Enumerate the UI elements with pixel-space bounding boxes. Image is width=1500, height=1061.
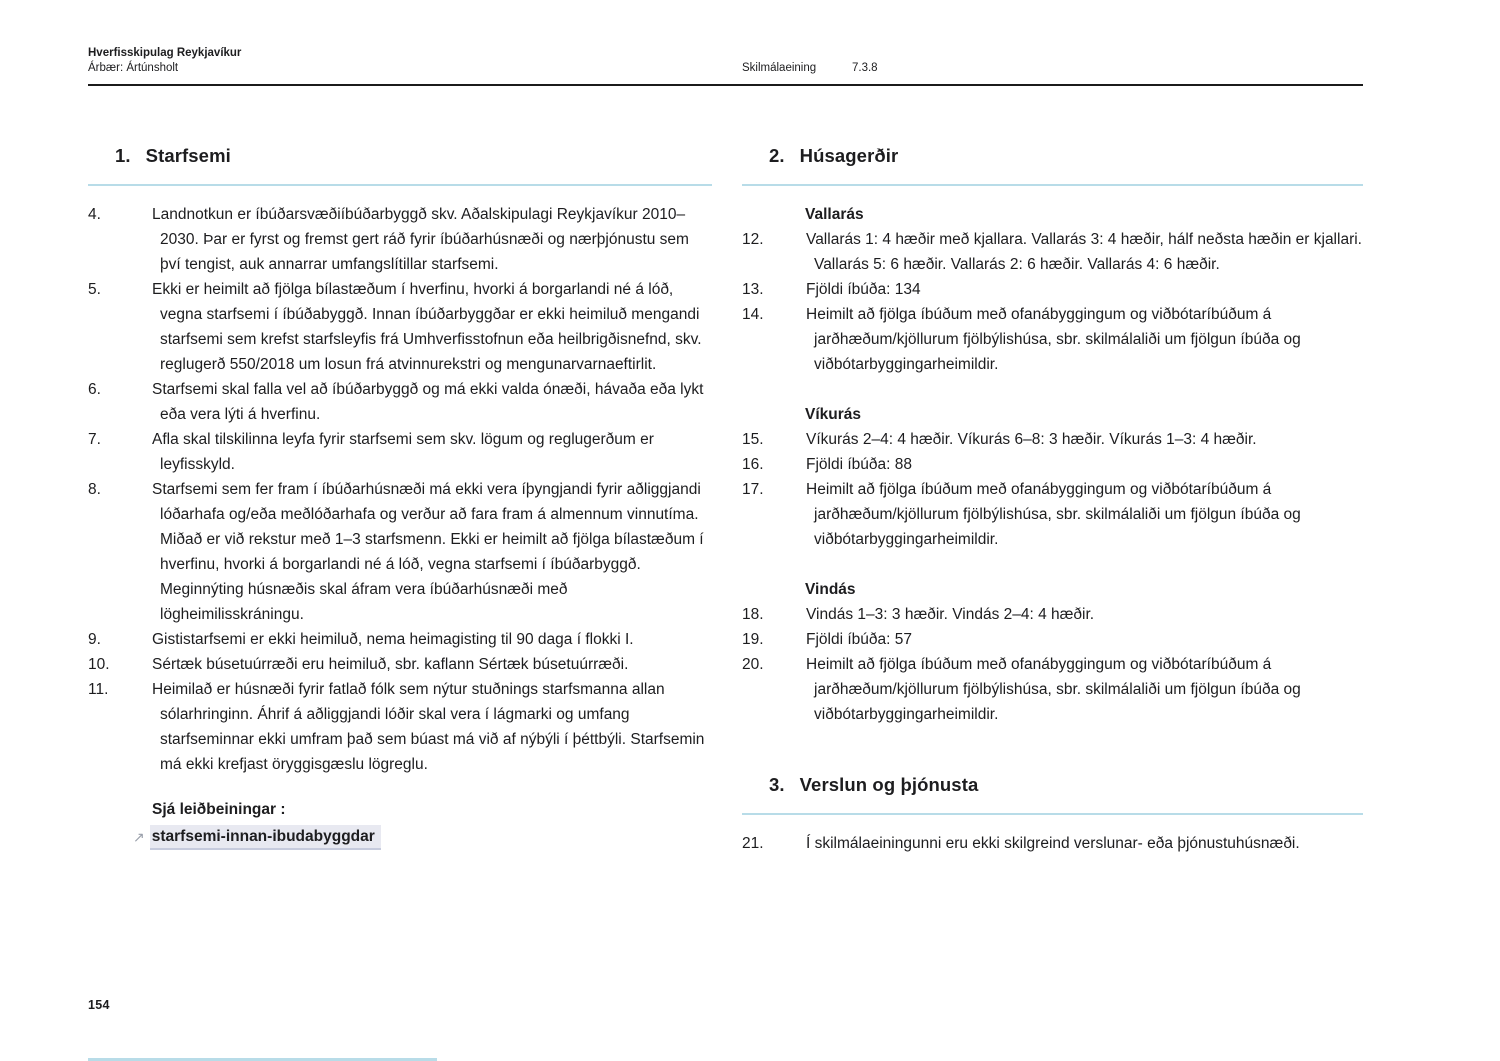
item-text: Fjöldi íbúða: 88 [806, 456, 912, 473]
section-1-number: 1. [115, 145, 131, 166]
item-number: 7. [88, 431, 101, 448]
section-2-heading [742, 144, 1363, 168]
list-item [88, 277, 712, 377]
meta-value: 7.3.8 [852, 62, 878, 74]
item-text: Starfsemi sem fer fram í íbúðarhúsnæði má ekki vera íþyngjandi fyrir aðliggjandi lóðarhafa og/eða meðlóðarhafa og verður að fara fram á almennum vinnutíma. Miðað er við rekstur með 1–3 starfsmenn. Ekki er heimilt að fjölga bílastæðum í hverfinu, hvorki á borgarlandi né á lóð, vegna starfsemi í íbúðarbyggð. Meginnýting húsnæðis skal áfram vera íbúðarhúsnæði með lögheimilisskráningu. [152, 481, 704, 623]
list-item [742, 602, 1363, 627]
item-text: Heimilt að fjölga íbúðum með ofanábyggingum og viðbótaríbúðum á jarðhæðum/kjöllurum fjölbýlishúsa, sbr. skilmálaliði um fjölgun íbúða og viðbótarbyggingarheimildir. [806, 306, 1301, 373]
group-vallaras [742, 202, 1363, 377]
item-number: 14. [742, 306, 764, 323]
item-number: 13. [742, 281, 764, 298]
list-item [742, 227, 1363, 277]
content-columns [88, 144, 1363, 856]
section-2-title: Húsagerðir [799, 145, 899, 166]
section-3-number: 3. [769, 774, 785, 795]
section-3-heading [742, 773, 1363, 797]
item-text: Landnotkun er íbúðarsvæðiíbúðarbyggð skv. Aðalskipulagi Reykjavíkur 2010–2030. Þar er fyrst og fremst gert ráð fyrir íbúðarhúsnæði og nærþjónustu sem því tengist, auk annarrar umfangslítillar starfsemi. [152, 206, 689, 273]
list-item [88, 627, 712, 652]
doc-title: Hverfisskipulag Reykjavíkur [88, 47, 242, 59]
item-text: Sértæk búsetuúrræði eru heimiluð, sbr. kaflann Sértæk búsetuúrræði. [152, 656, 629, 673]
group-heading: Vindás [805, 581, 856, 598]
item-number: 4. [88, 206, 101, 223]
section-starfsemi [88, 144, 712, 856]
page-number: 154 [88, 998, 110, 1012]
group-heading: Víkurás [805, 406, 862, 423]
guidelines-note-label: Sjá leiðbeiningar : [152, 801, 286, 818]
item-number: 8. [88, 481, 101, 498]
item-number: 17. [742, 481, 764, 498]
section-1-heading [88, 144, 712, 168]
item-text: Heimilt að fjölga íbúðum með ofanábyggingum og viðbótaríbúðum á jarðhæðum/kjöllurum fjölbýlishúsa, sbr. skilmálaliði um fjölgun íbúða og viðbótarbyggingarheimildir. [806, 656, 1301, 723]
section-1-title: Starfsemi [145, 145, 231, 166]
meta-label: Skilmálaeining [742, 62, 817, 74]
item-number: 18. [742, 606, 764, 623]
list-item [742, 427, 1363, 452]
item-text: Vindás 1–3: 3 hæðir. Vindás 2–4: 4 hæðir. [806, 606, 1095, 623]
item-number: 6. [88, 381, 101, 398]
section-2-number: 2. [769, 145, 785, 166]
item-text: Afla skal tilskilinna leyfa fyrir starfsemi sem skv. lögum og reglugerðum er leyfisskyld. [152, 431, 654, 473]
list-item [88, 677, 712, 777]
item-text: Fjöldi íbúða: 57 [806, 631, 912, 648]
item-text: Víkurás 2–4: 4 hæðir. Víkurás 6–8: 3 hæðir. Víkurás 1–3: 4 hæðir. [806, 431, 1257, 448]
item-text: Í skilmálaeiningunni eru ekki skilgreind verslunar- eða þjónustuhúsnæði. [806, 835, 1300, 852]
section-2-rule [742, 184, 1363, 186]
external-link-icon: ↗ [133, 829, 145, 845]
list-item [88, 202, 712, 277]
list-item [742, 831, 1363, 856]
guidelines-link-row [88, 825, 712, 850]
item-number: 16. [742, 456, 764, 473]
section-3-items [742, 831, 1363, 856]
section-husagerdir [742, 144, 1363, 856]
item-number: 10. [88, 656, 110, 673]
item-text: Vallarás 1: 4 hæðir með kjallara. Vallarás 3: 4 hæðir, hálf neðsta hæðin er kjallari. Vallarás 5: 6 hæðir. Vallarás 2: 6 hæðir. Vallarás 4: 6 hæðir. [806, 231, 1362, 273]
list-item [742, 627, 1363, 652]
item-number: 20. [742, 656, 764, 673]
item-text: Starfsemi skal falla vel að íbúðarbyggð og má ekki valda ónæði, hávaða eða lykt eða vera lýti á hverfinu. [152, 381, 704, 423]
header-rule [88, 84, 1363, 86]
item-text: Gististarfsemi er ekki heimiluð, nema heimagisting til 90 daga í flokki I. [152, 631, 634, 648]
guidelines-link[interactable]: starfsemi-innan-ibudabyggdar [150, 825, 381, 850]
item-number: 11. [88, 681, 109, 698]
list-item [88, 477, 712, 627]
list-item [742, 652, 1363, 727]
item-text: Ekki er heimilt að fjölga bílastæðum í hverfinu, hvorki á borgarlandi né á lóð, vegna starfsemi í íbúðabyggð. Innan íbúðarbyggðar er ekki heimiluð mengandi starfsemi sem krefst starfsleyfis frá Umhverfisstofnun eða heilbrigðisnefnd, skv. reglugerð 550/2018 um losun frá atvinnurekstri og mengunarvarnaeftirlit. [152, 281, 702, 373]
item-text: Heimilt að fjölga íbúðum með ofanábyggingum og viðbótaríbúðum á jarðhæðum/kjöllurum fjölbýlishúsa, sbr. skilmálaliði um fjölgun íbúða og viðbótarbyggingarheimildir. [806, 481, 1301, 548]
item-text: Heimilað er húsnæði fyrir fatlað fólk sem nýtur stuðnings starfsmanna allan sólarhringinn. Áhrif á aðliggjandi lóðir skal vera í lágmarki og umfang starfseminnar ekki umfram það sem búast má við af nýbýli í þéttbýli. Starfsemin má ekki krefjast öryggisgæslu lögreglu. [152, 681, 705, 773]
section-3-title: Verslun og þjónusta [799, 774, 979, 795]
list-item [742, 302, 1363, 377]
list-item [88, 377, 712, 427]
item-text: Fjöldi íbúða: 134 [806, 281, 921, 298]
item-number: 9. [88, 631, 101, 648]
page-header-left [88, 46, 241, 76]
item-number: 15. [742, 431, 764, 448]
doc-subtitle: Árbær: Ártúnsholt [88, 62, 179, 74]
list-item [742, 477, 1363, 552]
item-number: 12. [742, 231, 764, 248]
item-number: 21. [742, 835, 764, 852]
list-item [88, 427, 712, 477]
list-item [88, 652, 712, 677]
item-number: 19. [742, 631, 764, 648]
group-vindas [742, 577, 1363, 727]
section-1-items [88, 202, 712, 777]
section-2-groups [742, 202, 1363, 727]
list-item [742, 452, 1363, 477]
section-verslun [742, 773, 1363, 856]
section-3-rule [742, 813, 1363, 815]
group-vikuras [742, 402, 1363, 552]
list-item [742, 277, 1363, 302]
group-heading: Vallarás [805, 206, 864, 223]
page-header-right [742, 61, 878, 76]
item-number: 5. [88, 281, 101, 298]
section-1-rule [88, 184, 712, 186]
